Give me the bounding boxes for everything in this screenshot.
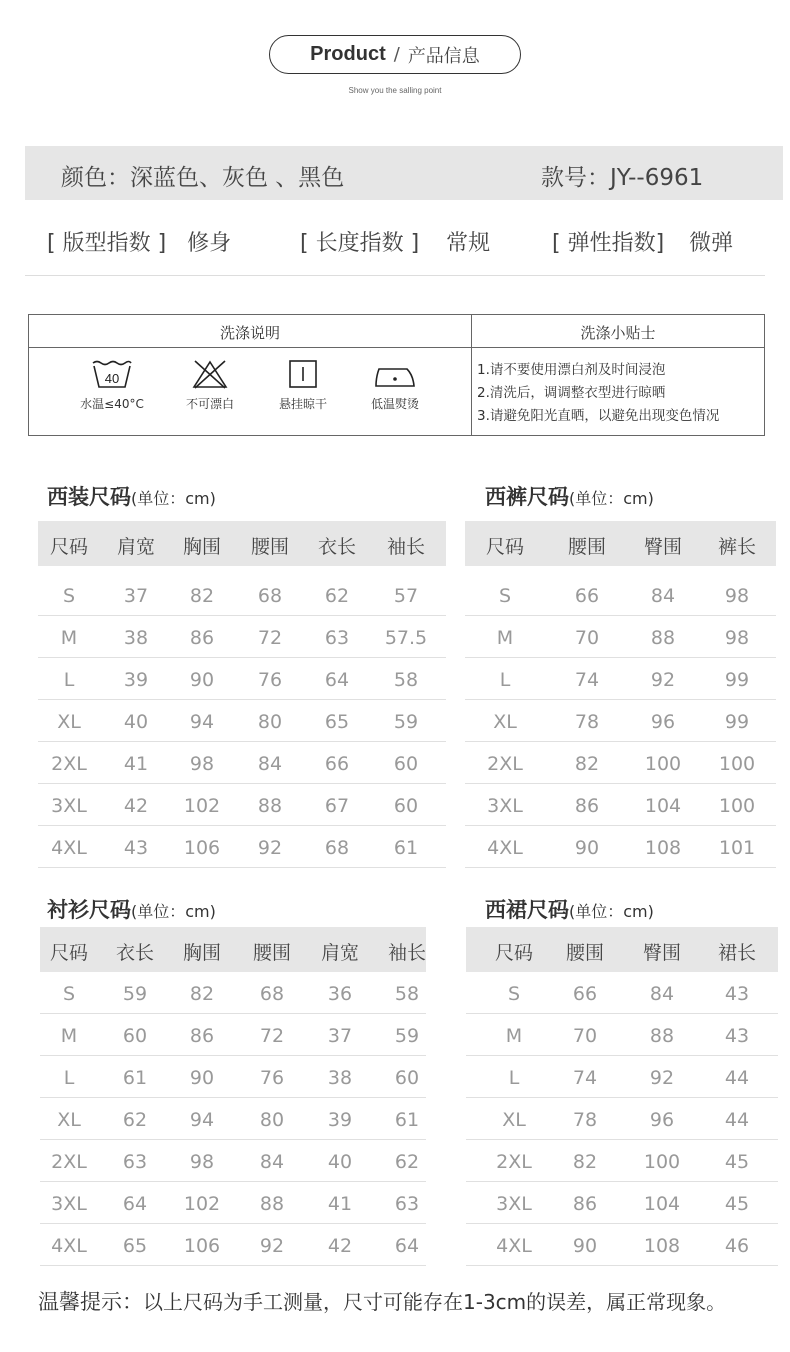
- measurement-value: 45: [724, 1193, 750, 1215]
- measurement-value: 94: [189, 1109, 215, 1131]
- column-header: 腰围: [565, 942, 605, 964]
- footer-text: 以上尺码为手工测量，尺寸可能存在1-3cm的误差，属正常现象。: [143, 1290, 727, 1314]
- size-label: XL: [57, 1109, 81, 1131]
- measurement-value: 78: [574, 711, 600, 733]
- measurement-value: 60: [122, 1025, 148, 1047]
- measurement-value: 63: [122, 1151, 148, 1173]
- measurement-value: 99: [724, 711, 750, 733]
- measurement-value: 88: [649, 1025, 675, 1047]
- shirt-title-text: 衬衫尺码: [47, 898, 131, 922]
- size-label: 4XL: [487, 837, 523, 859]
- care-symbol-wash: [67, 359, 157, 412]
- measurement-value: 62: [394, 1151, 420, 1173]
- measurement-value: 100: [718, 753, 756, 775]
- wash-temp-text: 40: [104, 371, 120, 386]
- measurement-value: 64: [324, 669, 350, 691]
- measurement-value: 78: [572, 1109, 598, 1131]
- size-label: 2XL: [51, 753, 87, 775]
- row-divider: [465, 657, 776, 658]
- measurement-value: 92: [649, 1067, 675, 1089]
- measurement-value: 65: [122, 1235, 148, 1257]
- measurement-value: 80: [259, 1109, 285, 1131]
- shirt-unit: (单位：cm): [131, 902, 216, 921]
- length-index-value: 常规: [446, 231, 491, 256]
- measurement-value: 84: [257, 753, 283, 775]
- measurement-value: 84: [650, 585, 676, 607]
- measurement-value: 37: [123, 585, 149, 607]
- measurement-value: 64: [394, 1235, 420, 1257]
- size-label: M: [60, 1025, 78, 1047]
- measurement-value: 63: [394, 1193, 420, 1215]
- measurement-value: 39: [327, 1109, 353, 1131]
- shirt-table-header: [40, 927, 426, 972]
- product-title-pill: [269, 35, 521, 74]
- title-cn: 产品信息: [407, 45, 480, 67]
- measurement-value: 62: [122, 1109, 148, 1131]
- row-divider: [465, 867, 776, 868]
- measurement-value: 38: [123, 627, 149, 649]
- column-header: 衣长: [115, 942, 155, 964]
- row-divider: [466, 1055, 778, 1056]
- row-divider: [465, 783, 776, 784]
- row-divider: [466, 1181, 778, 1182]
- care-box: [28, 314, 765, 436]
- measurement-value: 104: [643, 1193, 681, 1215]
- measurement-value: 86: [574, 795, 600, 817]
- measurement-value: 106: [183, 1235, 221, 1257]
- measurement-value: 46: [724, 1235, 750, 1257]
- size-label: L: [63, 669, 75, 691]
- measurement-value: 88: [257, 795, 283, 817]
- measurement-value: 92: [257, 837, 283, 859]
- row-divider: [465, 741, 776, 742]
- pants-unit: (单位：cm): [569, 489, 654, 508]
- measurement-value: 57.5: [384, 627, 428, 649]
- column-header: 臀围: [642, 942, 682, 964]
- measurement-value: 60: [393, 795, 419, 817]
- size-label: XL: [57, 711, 81, 733]
- measurement-value: 102: [183, 1193, 221, 1215]
- measurement-value: 61: [393, 837, 419, 859]
- color-text: 颜色：深蓝色、灰色 、黑色: [61, 165, 345, 191]
- row-divider: [38, 783, 446, 784]
- row-divider: [466, 1265, 778, 1266]
- measurement-value: 39: [123, 669, 149, 691]
- measurement-value: 76: [259, 1067, 285, 1089]
- measurement-value: 82: [189, 983, 215, 1005]
- row-divider: [40, 1223, 426, 1224]
- measurement-value: 86: [189, 627, 215, 649]
- row-divider: [465, 825, 776, 826]
- hang-dry-icon: [283, 359, 323, 389]
- low-iron-icon: [373, 359, 417, 389]
- measurement-value: 98: [724, 585, 750, 607]
- measurement-value: 43: [724, 1025, 750, 1047]
- shirt-size-title: [47, 894, 216, 924]
- measurement-value: 63: [324, 627, 350, 649]
- model-number: 款号：JY--6961: [541, 165, 704, 191]
- measurement-value: 70: [574, 627, 600, 649]
- footer-label: 温馨提示：: [38, 1290, 143, 1314]
- info-band: [25, 146, 783, 200]
- column-header: 尺码: [494, 942, 534, 964]
- fit-index-value: 修身: [187, 231, 232, 256]
- skirt-title-text: 西裙尺码: [485, 898, 569, 922]
- row-divider: [38, 615, 446, 616]
- column-header: 肩宽: [116, 536, 156, 558]
- no-bleach-icon: [190, 359, 230, 389]
- title-en: Product: [310, 43, 386, 65]
- row-divider: [38, 657, 446, 658]
- measurement-value: 108: [644, 837, 682, 859]
- measurement-value: 90: [189, 669, 215, 691]
- measurement-value: 58: [393, 669, 419, 691]
- size-label: 2XL: [496, 1151, 532, 1173]
- wash-40-icon: [91, 359, 133, 389]
- measurement-value: 60: [393, 753, 419, 775]
- size-label: M: [496, 627, 514, 649]
- size-label: 3XL: [487, 795, 523, 817]
- row-divider: [466, 1223, 778, 1224]
- measurement-value: 99: [724, 669, 750, 691]
- size-label: 3XL: [51, 1193, 87, 1215]
- care-heading-right: 洗涤小贴士: [580, 324, 656, 342]
- row-divider: [38, 741, 446, 742]
- size-label: 2XL: [487, 753, 523, 775]
- care-divider-horizontal: [29, 347, 764, 348]
- measurement-value: 44: [724, 1067, 750, 1089]
- measurement-value: 82: [572, 1151, 598, 1173]
- row-divider: [466, 1013, 778, 1014]
- fit-index: [47, 226, 231, 257]
- measurement-value: 61: [394, 1109, 420, 1131]
- suit-unit: (单位：cm): [131, 489, 216, 508]
- column-header: 尺码: [49, 942, 89, 964]
- measurement-value: 86: [572, 1193, 598, 1215]
- column-header: 胸围: [182, 536, 222, 558]
- measurement-value: 64: [122, 1193, 148, 1215]
- measurement-value: 104: [644, 795, 682, 817]
- length-index: [300, 226, 490, 257]
- column-header: 肩宽: [320, 942, 360, 964]
- column-header: 衣长: [317, 536, 357, 558]
- size-label: L: [63, 1067, 75, 1089]
- column-header: 腰围: [250, 536, 290, 558]
- row-divider: [465, 615, 776, 616]
- measurement-value: 90: [189, 1067, 215, 1089]
- care-tip: 2.清洗后，调调整衣型进行晾晒: [477, 385, 666, 401]
- measurement-value: 59: [122, 983, 148, 1005]
- row-divider: [38, 699, 446, 700]
- size-label: 3XL: [496, 1193, 532, 1215]
- row-divider: [40, 1181, 426, 1182]
- row-divider: [466, 1139, 778, 1140]
- measurement-value: 94: [189, 711, 215, 733]
- measurement-value: 68: [324, 837, 350, 859]
- size-label: L: [508, 1067, 520, 1089]
- care-symbol-bleach: [165, 359, 255, 412]
- row-divider: [40, 1265, 426, 1266]
- care-tip: 3.请避免阳光直晒，以避免出现变色情况: [477, 408, 720, 424]
- row-divider: [40, 1055, 426, 1056]
- measurement-value: 100: [718, 795, 756, 817]
- size-label: 3XL: [51, 795, 87, 817]
- measurement-value: 45: [724, 1151, 750, 1173]
- care-tips: [477, 359, 719, 428]
- measurement-value: 66: [574, 585, 600, 607]
- pants-title-text: 西裤尺码: [485, 485, 569, 509]
- measurement-value: 74: [574, 669, 600, 691]
- stretch-index-value: 微弹: [689, 231, 734, 256]
- measurement-value: 92: [259, 1235, 285, 1257]
- subtitle: Show you the salling point: [348, 86, 442, 95]
- measurement-value: 72: [257, 627, 283, 649]
- bleach-label: 不可漂白: [185, 397, 234, 411]
- column-header: 尺码: [485, 536, 525, 558]
- size-label: M: [505, 1025, 523, 1047]
- measurement-value: 65: [324, 711, 350, 733]
- column-header: 尺码: [49, 536, 89, 558]
- skirt-unit: (单位：cm): [569, 902, 654, 921]
- measurement-value: 62: [324, 585, 350, 607]
- measurement-value: 42: [327, 1235, 353, 1257]
- length-index-label: [ 长度指数 ]: [300, 231, 420, 256]
- measurement-value: 41: [327, 1193, 353, 1215]
- row-divider: [40, 1139, 426, 1140]
- care-heading-left: 洗涤说明: [219, 324, 280, 342]
- measurement-value: 68: [257, 585, 283, 607]
- measurement-value: 70: [572, 1025, 598, 1047]
- skirt-size-title: [485, 894, 654, 924]
- measurement-value: 100: [644, 753, 682, 775]
- size-label: 2XL: [51, 1151, 87, 1173]
- measurement-value: 100: [643, 1151, 681, 1173]
- size-label: M: [60, 627, 78, 649]
- measurement-value: 74: [572, 1067, 598, 1089]
- measurement-value: 88: [259, 1193, 285, 1215]
- measurement-value: 67: [324, 795, 350, 817]
- care-symbol-dry: [258, 359, 348, 412]
- size-label: L: [499, 669, 511, 691]
- measurement-value: 37: [327, 1025, 353, 1047]
- measurement-value: 98: [189, 753, 215, 775]
- column-header: 袖长: [386, 536, 426, 558]
- column-header: 腰围: [252, 942, 292, 964]
- row-divider: [38, 867, 446, 868]
- measurement-value: 60: [394, 1067, 420, 1089]
- measurement-value: 86: [189, 1025, 215, 1047]
- measurement-value: 43: [724, 983, 750, 1005]
- measurement-value: 76: [257, 669, 283, 691]
- row-divider: [38, 825, 446, 826]
- fit-index-label: [ 版型指数 ]: [47, 231, 167, 256]
- measurement-value: 61: [122, 1067, 148, 1089]
- column-header: 裙长: [717, 942, 757, 964]
- suit-title-text: 西装尺码: [47, 485, 131, 509]
- column-header: 臀围: [643, 536, 683, 558]
- size-label: XL: [502, 1109, 526, 1131]
- measurement-value: 58: [394, 983, 420, 1005]
- care-tip: 1.请不要使用漂白剂及时间浸泡: [477, 362, 666, 378]
- measurement-value: 66: [572, 983, 598, 1005]
- measurement-value: 66: [324, 753, 350, 775]
- row-divider: [40, 1097, 426, 1098]
- size-label: 4XL: [51, 1235, 87, 1257]
- iron-label: 低温熨烫: [370, 397, 419, 411]
- size-label: S: [507, 983, 521, 1005]
- measurement-value: 98: [724, 627, 750, 649]
- measurement-value: 90: [574, 837, 600, 859]
- measurement-value: 101: [718, 837, 756, 859]
- measurement-value: 42: [123, 795, 149, 817]
- care-symbol-iron: [350, 359, 440, 412]
- measurement-value: 90: [572, 1235, 598, 1257]
- measurement-value: 88: [650, 627, 676, 649]
- size-label: XL: [493, 711, 517, 733]
- measurement-value: 40: [327, 1151, 353, 1173]
- measurement-value: 82: [189, 585, 215, 607]
- row-divider: [465, 699, 776, 700]
- column-header: 袖长: [387, 942, 427, 964]
- measurement-value: 72: [259, 1025, 285, 1047]
- measurement-value: 68: [259, 983, 285, 1005]
- measurement-value: 92: [650, 669, 676, 691]
- measurement-value: 84: [649, 983, 675, 1005]
- divider: [25, 275, 765, 276]
- measurement-value: 43: [123, 837, 149, 859]
- measurement-value: 80: [257, 711, 283, 733]
- footer-note: [38, 1286, 726, 1316]
- measurement-value: 82: [574, 753, 600, 775]
- measurement-value: 38: [327, 1067, 353, 1089]
- measurement-value: 44: [724, 1109, 750, 1131]
- measurement-value: 106: [183, 837, 221, 859]
- measurement-value: 41: [123, 753, 149, 775]
- measurement-value: 96: [650, 711, 676, 733]
- column-header: 胸围: [182, 942, 222, 964]
- suit-table-header: [38, 521, 446, 566]
- row-divider: [466, 1097, 778, 1098]
- measurement-value: 84: [259, 1151, 285, 1173]
- measurement-value: 96: [649, 1109, 675, 1131]
- wash-label: 水温≤40°C: [80, 397, 144, 411]
- size-label: S: [62, 585, 76, 607]
- measurement-value: 59: [394, 1025, 420, 1047]
- column-header: 腰围: [567, 536, 607, 558]
- measurement-value: 40: [123, 711, 149, 733]
- row-divider: [40, 1013, 426, 1014]
- dry-label: 悬挂晾干: [278, 397, 327, 411]
- column-header: 裤长: [717, 536, 757, 558]
- size-label: S: [62, 983, 76, 1005]
- measurement-value: 102: [183, 795, 221, 817]
- measurement-value: 57: [393, 585, 419, 607]
- stretch-index-label: [ 弹性指数]: [552, 231, 665, 256]
- size-label: 4XL: [496, 1235, 532, 1257]
- suit-size-title: [47, 481, 216, 511]
- measurement-value: 98: [189, 1151, 215, 1173]
- size-label: 4XL: [51, 837, 87, 859]
- measurement-value: 36: [327, 983, 353, 1005]
- size-label: S: [498, 585, 512, 607]
- measurement-value: 59: [393, 711, 419, 733]
- measurement-value: 108: [643, 1235, 681, 1257]
- stretch-index: [552, 226, 733, 257]
- title-separator: /: [393, 44, 400, 65]
- pants-size-title: [485, 481, 654, 511]
